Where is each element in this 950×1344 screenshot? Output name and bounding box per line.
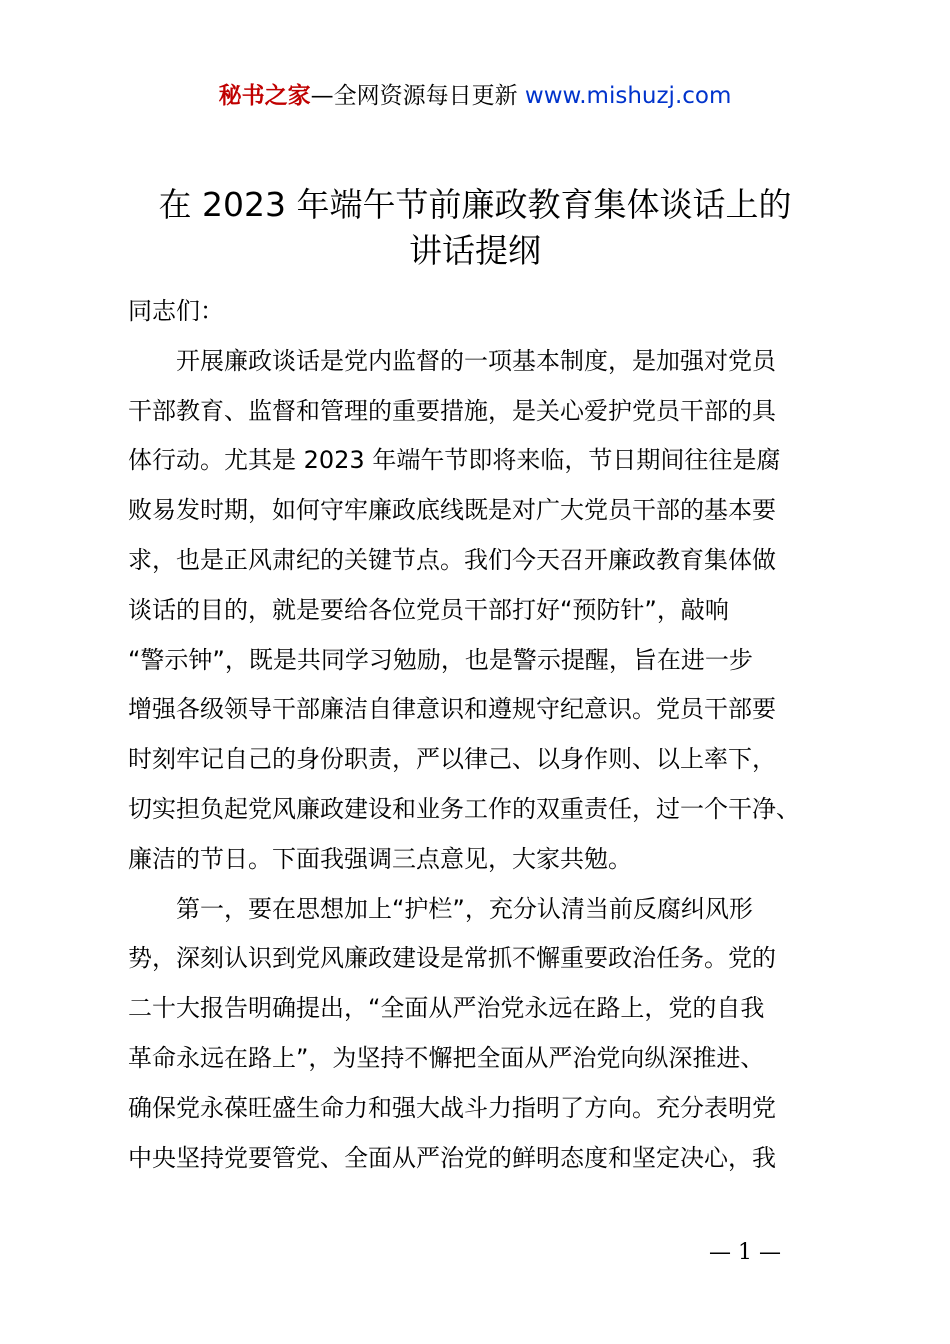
body-line: 中央坚持党要管党、全面从严治党的鲜明态度和坚定决心，我 <box>128 1143 776 1172</box>
body-line: 廉洁的节日。下面我强调三点意见，大家共勉。 <box>128 844 632 873</box>
body-line: 增强各级领导干部廉洁自律意识和遵规守纪意识。党员干部要 <box>128 695 776 724</box>
site-brand: 秘书之家 <box>218 83 311 109</box>
title-line: 在 2023 年端午节前廉政教育集体谈话上的 <box>158 185 792 224</box>
body-line: 求，也是正风肃纪的关键节点。我们今天召开廉政教育集体做 <box>128 545 776 574</box>
site-header <box>0 80 950 112</box>
body-line: 第一，要在思想加上“护栏”，充分认清当前反腐纠风形 <box>128 894 753 923</box>
page-number: — 1 — <box>709 1240 781 1265</box>
body-line: 体行动。尤其是 2023 年端午节即将来临，节日期间往往是腐 <box>128 446 781 475</box>
body-line: 干部教育、监督和管理的重要措施，是关心爱护党员干部的具 <box>128 396 776 425</box>
body-line: 确保党永葆旺盛生命力和强大战斗力指明了方向。充分表明党 <box>128 1093 776 1122</box>
site-tagline: —全网资源每日更新 <box>310 83 518 109</box>
body-line: 切实担负起党风廉政建设和业务工作的双重责任，过一个干净、 <box>128 794 800 823</box>
body-line: 二十大报告明确提出，“全面从严治党永远在路上，党的自我 <box>128 994 765 1023</box>
body-line: 革命永远在路上”，为坚持不懈把全面从严治党向纵深推进、 <box>128 1043 765 1072</box>
body-line: 时刻牢记自己的身份职责，严以律己、以身作则、以上率下， <box>128 745 776 774</box>
body-line: 败易发时期，如何守牢廉政底线既是对广大党员干部的基本要 <box>128 496 776 525</box>
body-line: 势，深刻认识到党风廉政建设是常抓不懈重要政治任务。党的 <box>128 944 776 973</box>
body-line: 谈话的目的，就是要给各位党员干部打好“预防针”，敲响 <box>128 595 729 624</box>
site-url-link[interactable]: www.mishuzj.com <box>524 83 732 109</box>
salutation: 同志们： <box>128 297 224 325</box>
document-title <box>60 182 890 274</box>
title-line: 讲话提纲 <box>409 231 541 270</box>
body-line: 开展廉政谈话是党内监督的一项基本制度，是加强对党员 <box>128 346 776 375</box>
document-body <box>128 287 840 1183</box>
body-line: “警示钟”，既是共同学习勉励，也是警示提醒，旨在进一步 <box>128 645 753 674</box>
